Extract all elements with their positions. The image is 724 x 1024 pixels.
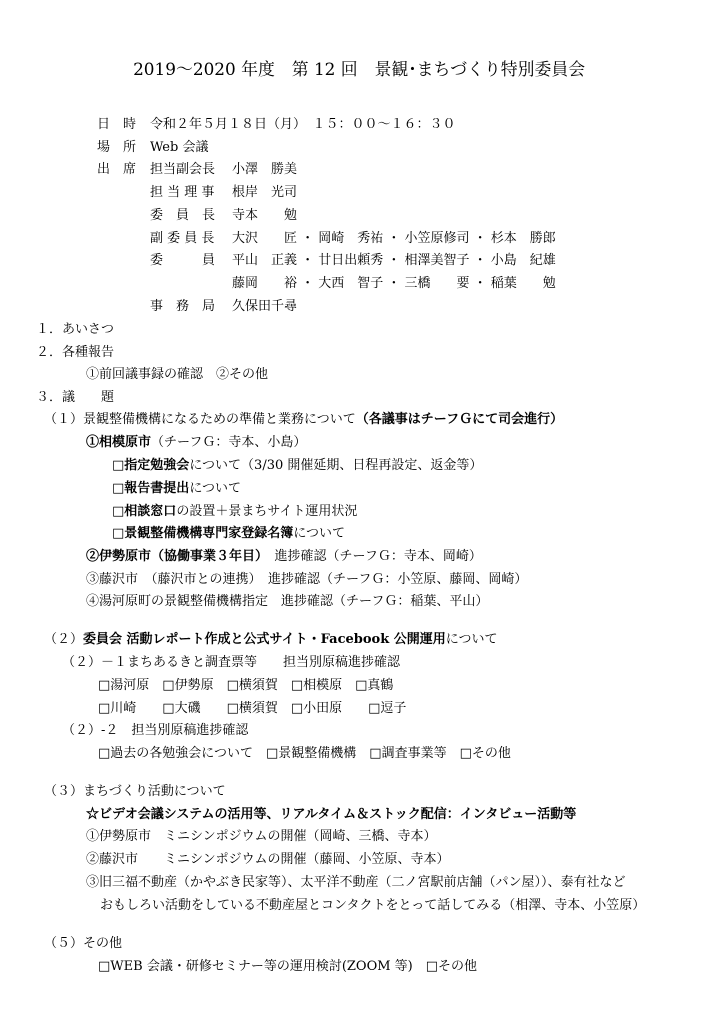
task-text: の設置＋景まちサイト運用状況 (176, 504, 358, 519)
checkbox-icon: □ (112, 504, 125, 519)
attendee-names: 小澤 勝美 (232, 162, 298, 177)
attendee-role: 担当副会長 (150, 162, 216, 177)
attendee-role: 委 員 長 (150, 208, 216, 223)
fujisawa-line: ③藤沢市 （藤沢市との連携） 進捗確認（チーフＧ：小笠原、藤岡、岡崎） (86, 572, 528, 587)
attendee-names: 寺本 勉 (232, 208, 298, 223)
item-2-1-heading: （２）－１まちあるきと調査票等 担当別原稿進捗確認 (62, 655, 401, 670)
task-text: について (293, 526, 346, 541)
datetime-value: 令和２年５月１８日（月） １５：００〜１６：３０ (150, 117, 456, 132)
item-2-title: 委員会 活動レポート作成と公式サイト・Facebook 公開運用 (83, 632, 446, 647)
checkbox-icon: □ (112, 458, 125, 473)
task-line (112, 482, 241, 495)
item-3-highlight: ☆ビデオ会議システムの活用等、リアルタイム＆ストック配信：インタビュー活動等 (86, 807, 577, 822)
attendee-role: 副 委 員 長 (150, 231, 215, 246)
item-2-number: （２） (44, 632, 84, 647)
isehara-progress: 進捗確認（チーフＧ：寺本、岡崎） (261, 549, 482, 564)
item-2-2-heading: （２）-２ 担当別原稿進捗確認 (62, 723, 249, 738)
item-2-heading (44, 633, 497, 646)
attendee-names: 藤岡 裕 ・ 大西 智子 ・ 三橋 要 ・ 稲葉 勉 (232, 276, 556, 291)
attendee-role: 担 当 理 事 (150, 185, 215, 200)
sagamihara-chief: （チーフＧ：寺本、小島） (151, 435, 307, 450)
isehara-label: ②伊勢原市（協働事業３年目） (86, 549, 262, 564)
area-checklist-row: □湯河原 □伊勢原 □横須賀 □相模原 □真鶴 (98, 678, 394, 693)
task-line (112, 459, 482, 472)
isehara-line (86, 550, 482, 563)
activity-line: ①伊勢原市 ミニシンポジウムの開催（岡崎、三橋、寺本） (86, 829, 437, 844)
attendee-names: 大沢 匠 ・ 岡崎 秀祐 ・ 小笠原修司 ・ 杉本 勝郎 (232, 231, 556, 246)
task-text: について（3/30 開催延期、日程再設定、返金等） (189, 458, 483, 473)
item-5-heading: （５）その他 (44, 936, 123, 951)
yugawara-line: ④湯河原町の景観整備機構指定 進捗確認（チーフＧ：稲葉、平山） (86, 594, 489, 609)
attendee-names: 根岸 光司 (232, 185, 298, 200)
item-1-heading (44, 413, 563, 426)
item-3-heading: （３）まちづくり活動について (44, 784, 226, 799)
section-3-heading: ３．議 題 (36, 390, 115, 405)
task-key: 相談窓口 (124, 504, 177, 519)
section-1-heading: １．あいさつ (36, 322, 115, 337)
checkbox-icon: □ (112, 526, 125, 541)
activity-line: おもしろい活動をしている不動産屋とコンタクトをとって話してみる（相澤、寺本、小笠原） (100, 898, 646, 913)
task-key: 指定勉強会 (124, 458, 190, 473)
checkbox-icon: □ (112, 481, 125, 496)
attendee-names: 平山 正義 ・ 廿日出頼秀 ・ 相澤美智子 ・ 小島 紀雄 (232, 253, 556, 268)
document-title: 2019〜2020 年度 第 12 回 景観･まちづくり特別委員会 (133, 60, 586, 80)
task-key: 景観整備機構専門家登録名簿 (124, 526, 294, 541)
place-label: 場 所 (97, 140, 137, 155)
attendee-names: 久保田千尋 (232, 299, 298, 314)
section-2-line: ①前回議事録の確認 ②その他 (86, 367, 269, 382)
place-value: Web 会議 (150, 140, 209, 155)
attendance-label: 出 席 (97, 162, 137, 177)
item-1-heading-text: （１）景観整備機構になるための準備と業務について (44, 412, 356, 427)
task-key: 報告書提出 (124, 481, 190, 496)
task-line (112, 505, 357, 518)
sagamihara-label: ①相模原市 (86, 435, 152, 450)
section-2-heading: ２．各種報告 (36, 345, 115, 360)
topic-checklist-row: □過去の各勉強会について □景観整備機構 □調査事業等 □その他 (98, 746, 511, 761)
task-line (112, 527, 345, 540)
sagamihara-line (86, 436, 306, 449)
task-text: について (189, 481, 242, 496)
datetime-label: 日 時 (97, 117, 137, 132)
item-1-heading-note: （各議事はチーフＧにて司会進行） (355, 412, 564, 427)
attendee-role: 事 務 局 (150, 299, 216, 314)
activity-line: ③旧三福不動産（かやぶき民家等）、太平洋不動産（二ノ宮駅前店舗（パン屋））、泰有社など (86, 875, 626, 890)
attendee-role: 委 員 (150, 253, 216, 268)
area-checklist-row: □川崎 □大磯 □横須賀 □小田原 □逗子 (98, 701, 407, 716)
other-checklist-row: □WEB 会議・研修セミナー等の運用検討(ZOOM 等) □その他 (98, 959, 478, 974)
activity-line: ②藤沢市 ミニシンポジウムの開催（藤岡、小笠原、寺本） (86, 852, 450, 867)
item-2-suffix: について (445, 632, 498, 647)
